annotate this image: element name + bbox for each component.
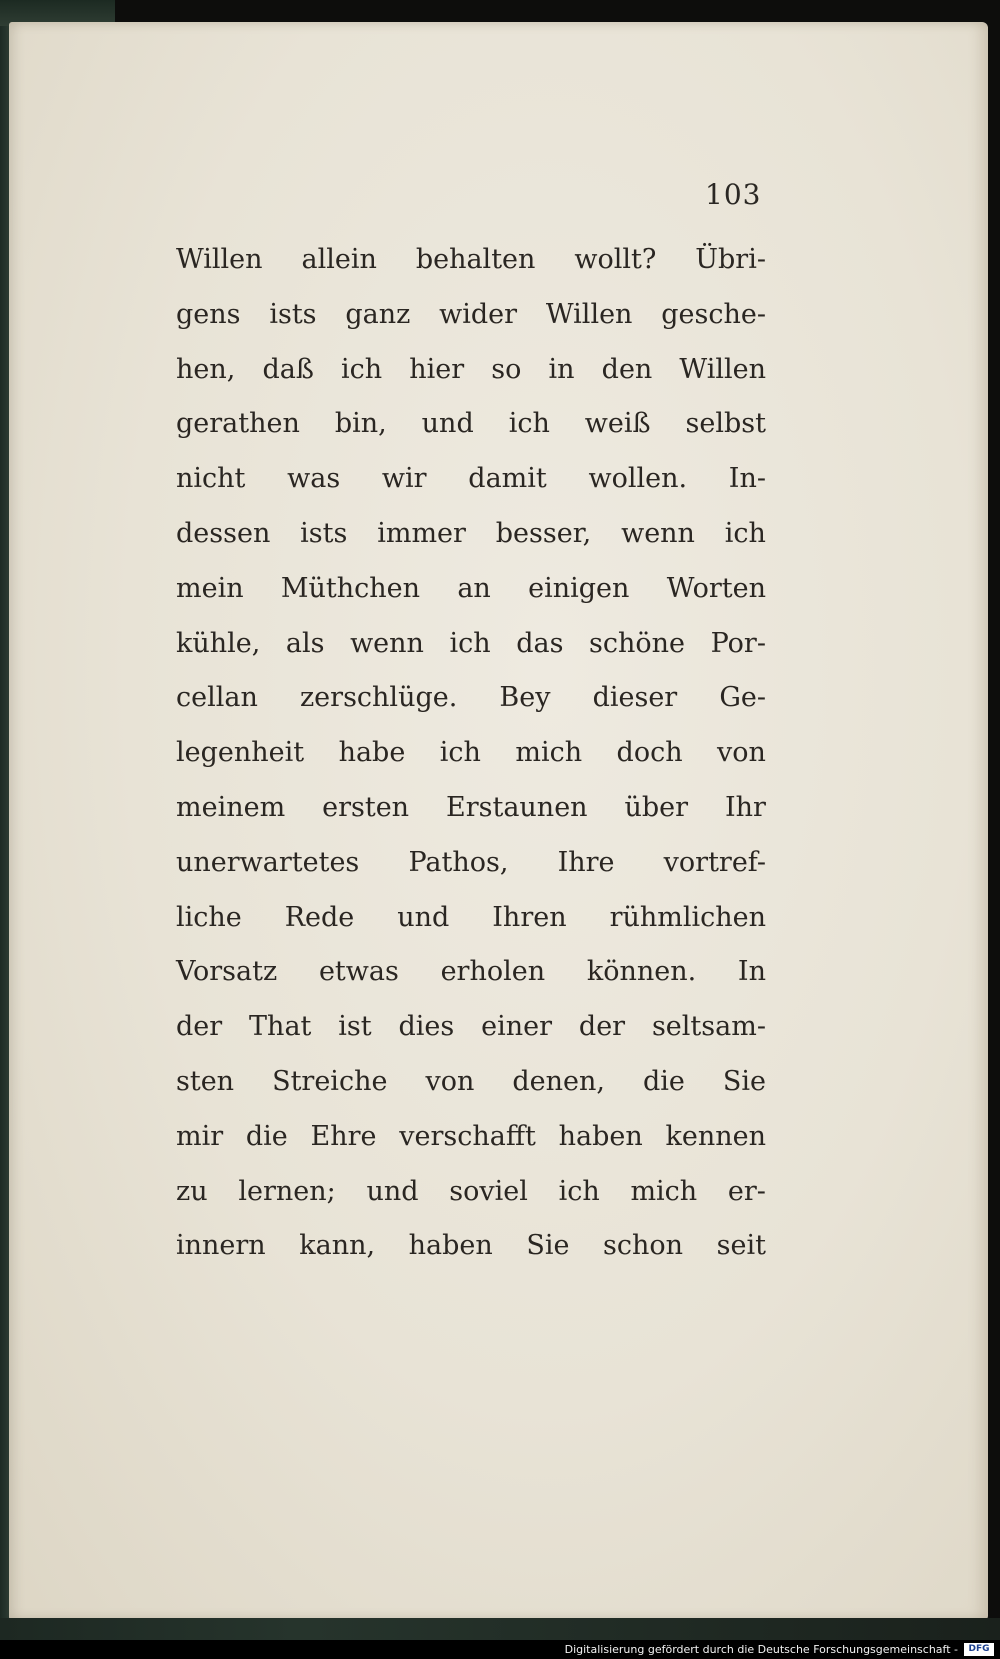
text-line xyxy=(176,952,766,1007)
word: wir xyxy=(381,463,427,495)
word: Erstaunen xyxy=(446,791,588,823)
word: haben xyxy=(408,1230,493,1262)
word: Sie xyxy=(722,1065,766,1097)
text-line xyxy=(176,1007,766,1062)
text-line xyxy=(176,1117,766,1172)
word: wider xyxy=(439,298,518,330)
text-line xyxy=(176,898,766,953)
word: meinem xyxy=(176,791,286,823)
word: doch xyxy=(616,737,683,769)
word: wollen. xyxy=(588,463,688,495)
word: kühle, xyxy=(176,627,261,659)
word: allein xyxy=(301,244,377,275)
word: erholen xyxy=(440,956,546,988)
word: wenn xyxy=(350,627,424,659)
text-line xyxy=(176,678,766,733)
word: cellan xyxy=(176,682,258,714)
word: ich xyxy=(558,1175,600,1207)
word: habe xyxy=(338,737,406,769)
word: ist xyxy=(338,1011,372,1043)
word: legenheit xyxy=(176,737,305,769)
word: ich xyxy=(508,408,550,440)
word: als xyxy=(285,627,325,659)
word: Willen xyxy=(545,298,633,330)
text-line xyxy=(176,843,766,898)
word: hen, xyxy=(176,353,236,385)
word: Ge- xyxy=(719,682,766,714)
word: Ehre xyxy=(310,1120,377,1152)
word: an xyxy=(457,572,491,604)
word: und xyxy=(421,408,474,440)
text-line xyxy=(176,240,766,295)
word: liche xyxy=(176,901,242,933)
word: vortref- xyxy=(663,846,766,878)
word: kennen xyxy=(665,1120,766,1152)
word: mein xyxy=(176,572,244,604)
word: daß xyxy=(262,353,314,385)
word: damit xyxy=(468,463,547,495)
word: ich xyxy=(340,353,383,385)
word: selbst xyxy=(685,408,766,440)
text-line xyxy=(176,624,766,679)
word: Por- xyxy=(710,627,766,659)
word: die xyxy=(245,1120,288,1152)
word: können. xyxy=(586,956,697,988)
word: zerschlüge. xyxy=(299,682,458,714)
word: einer xyxy=(481,1011,553,1043)
word: Ihr xyxy=(724,791,766,823)
word: schon xyxy=(603,1230,684,1262)
text-line xyxy=(176,459,766,514)
word: den xyxy=(601,353,653,385)
text-line xyxy=(176,404,766,459)
book-cover-bottom xyxy=(0,1618,1000,1640)
word: und xyxy=(366,1175,419,1207)
word: sten xyxy=(176,1065,235,1097)
word: über xyxy=(624,791,689,823)
page-text xyxy=(176,240,766,1281)
text-line xyxy=(176,1172,766,1227)
word: Streiche xyxy=(272,1065,388,1097)
word: rühmlichen xyxy=(609,901,766,933)
word: wenn xyxy=(621,517,695,549)
word: That xyxy=(249,1011,312,1043)
text-line xyxy=(176,295,766,350)
word: ists xyxy=(300,517,348,549)
word: Pathos, xyxy=(408,846,509,878)
word: was xyxy=(287,463,341,495)
word: Worten xyxy=(666,572,766,604)
word: Ihren xyxy=(492,901,567,933)
word: der xyxy=(578,1011,626,1043)
word: gesche- xyxy=(661,298,766,330)
word: dessen xyxy=(176,517,271,549)
word: wollt? xyxy=(574,244,657,275)
word: Rede xyxy=(284,901,355,933)
word: mir xyxy=(176,1120,224,1152)
word: nicht xyxy=(176,463,246,495)
word: in xyxy=(548,353,575,385)
text-line xyxy=(176,1062,766,1117)
word: ersten xyxy=(322,791,410,823)
word: immer xyxy=(377,517,466,549)
word: gens xyxy=(176,298,241,330)
word: ich xyxy=(724,517,766,549)
word: und xyxy=(397,901,450,933)
word: Bey xyxy=(499,682,551,714)
text-line xyxy=(176,514,766,569)
word: ich xyxy=(439,737,481,769)
word: kann, xyxy=(299,1230,376,1262)
word: schöne xyxy=(589,627,686,659)
text-line xyxy=(176,569,766,624)
word: Übri- xyxy=(695,244,766,275)
word: von xyxy=(425,1065,475,1097)
word: weiß xyxy=(584,408,651,440)
word: von xyxy=(717,737,766,769)
word: denen, xyxy=(512,1065,605,1097)
word: verschafft xyxy=(399,1120,536,1152)
word: etwas xyxy=(318,956,399,988)
word: Sie xyxy=(526,1230,570,1262)
word: das xyxy=(516,627,564,659)
word: er- xyxy=(727,1175,766,1207)
word: Vorsatz xyxy=(176,956,278,988)
word: besser, xyxy=(495,517,592,549)
word: soviel xyxy=(449,1175,528,1207)
word: seit xyxy=(716,1230,766,1262)
word: gerathen xyxy=(176,408,300,440)
word: der xyxy=(176,1011,223,1043)
word: die xyxy=(642,1065,685,1097)
page-number: 103 xyxy=(705,178,762,211)
word: In- xyxy=(728,463,766,495)
word: mich xyxy=(515,737,583,769)
word: unerwartetes xyxy=(176,846,360,878)
text-line xyxy=(176,788,766,843)
word: ganz xyxy=(345,298,411,330)
word: lernen; xyxy=(238,1175,336,1207)
word: bin, xyxy=(334,408,387,440)
word: hier xyxy=(409,353,465,385)
text-line xyxy=(176,1226,766,1281)
word: Willen xyxy=(176,244,263,275)
word: so xyxy=(491,353,522,385)
text-line xyxy=(176,350,766,405)
word: zu xyxy=(176,1175,208,1207)
word: einigen xyxy=(528,572,630,604)
word: seltsam- xyxy=(651,1011,766,1043)
word: haben xyxy=(558,1120,643,1152)
word: dieser xyxy=(592,682,678,714)
word: behalten xyxy=(415,244,536,275)
word: Müthchen xyxy=(280,572,421,604)
funding-credit: Digitalisierung gefördert durch die Deutsche Forschungsgemeinschaft - xyxy=(564,1643,958,1656)
word: mich xyxy=(630,1175,698,1207)
word: Ihre xyxy=(557,846,615,878)
word: In xyxy=(737,956,766,988)
word: dies xyxy=(398,1011,455,1043)
word: Willen xyxy=(679,353,766,385)
word: innern xyxy=(176,1230,266,1262)
word: ich xyxy=(449,627,491,659)
word: ists xyxy=(269,298,317,330)
text-line xyxy=(176,733,766,788)
dfg-logo: DFG xyxy=(964,1643,994,1656)
